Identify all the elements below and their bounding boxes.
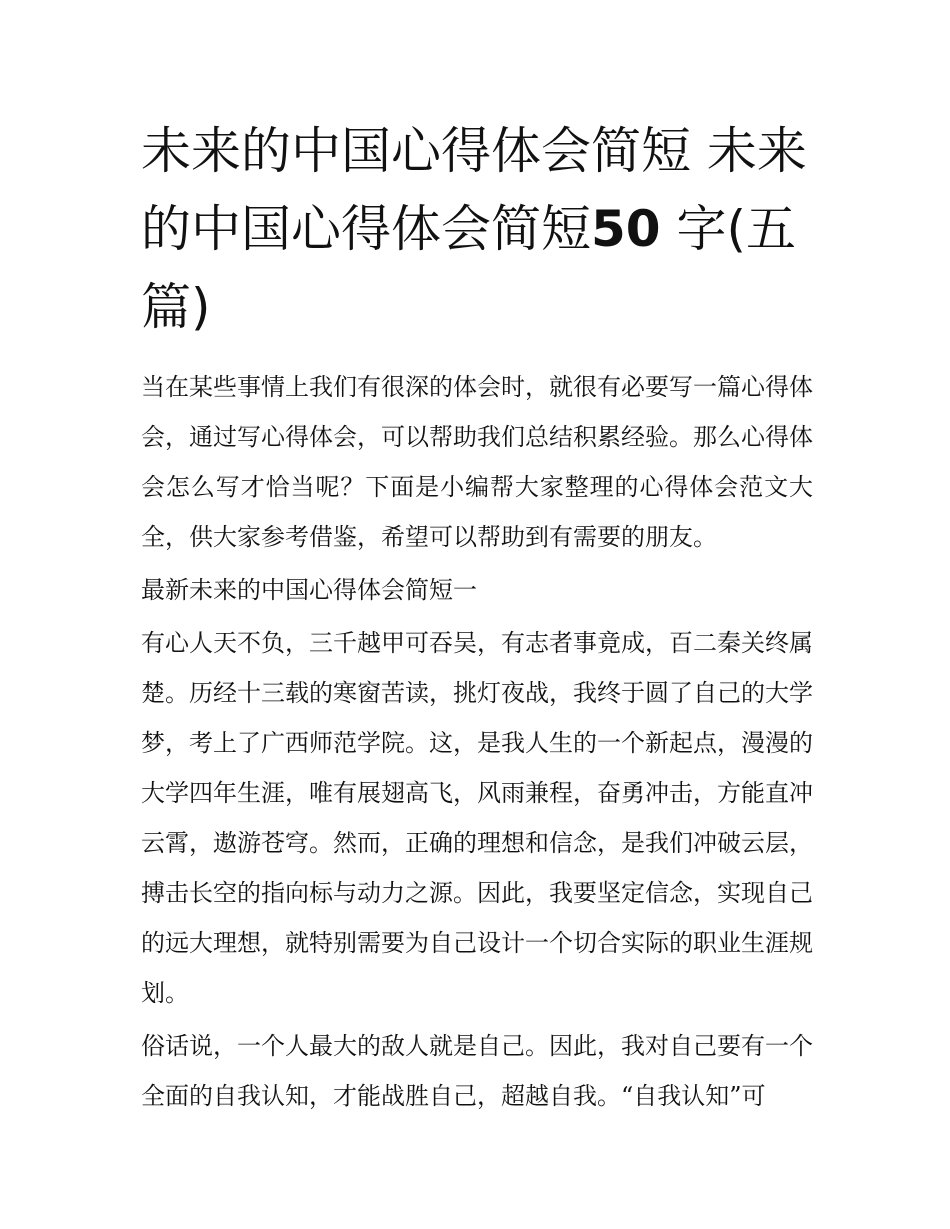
body-paragraph-2: 俗话说，一个人最大的敌人就是自己。因此，我对自己要有一个全面的自我认知，才能战胜自己，超越自我。“自我认知”可 <box>141 1032 813 1110</box>
document-title-part1: 未来的中国心得体会简短 未来的中国心得体会简短 <box>141 122 807 258</box>
document-title <box>141 112 813 346</box>
document-content <box>141 112 813 1124</box>
section-heading: 最新未来的中国心得体会简短一 <box>141 576 477 604</box>
body-paragraph-1: 有心人天不负，三千越甲可吞吴，有志者事竟成，百二秦关终属楚。历经十三载的寒窗苦读，挑灯夜战，我终于圆了自己的大学梦，考上了广西师范学院。这，是我人生的一个新起点，漫漫的大学四年生涯，唯有展翅高飞，风雨兼程，奋勇冲击，方能直冲云霄，遨游苍穹。然而，正确的理想和信念，是我们冲破云层，搏击长空的指向标与动力之源。因此，我要坚定信念，实现自己的远大理想，就特别需要为自己设计一个切合实际的职业生涯规划。 <box>141 629 813 1007</box>
document-title-part2: 字(五篇) <box>141 200 796 336</box>
intro-paragraph: 当在某些事情上我们有很深的体会时，就很有必要写一篇心得体会，通过写心得体会，可以帮助我们总结积累经验。那么心得体会怎么写才恰当呢？下面是小编帮大家整理的心得体会范文大全，供大家参考借鉴，希望可以帮助到有需要的朋友。 <box>141 373 813 551</box>
document-title-number: 50 <box>591 200 661 258</box>
